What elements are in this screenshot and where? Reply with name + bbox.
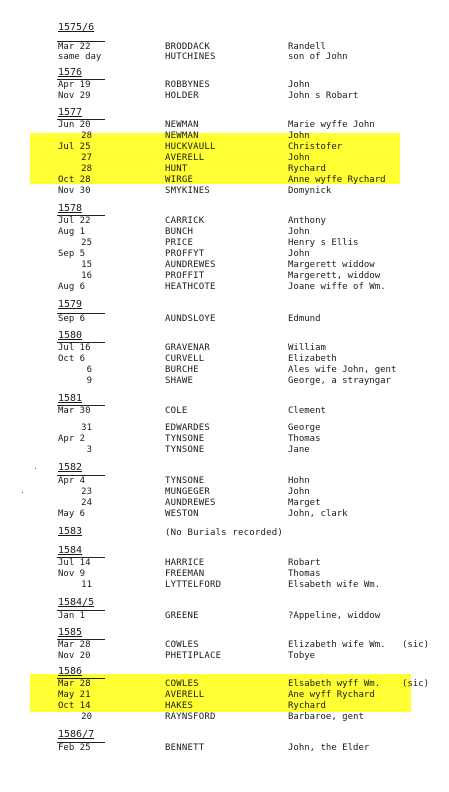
margin-mark: ·: [20, 488, 25, 497]
year-heading: 1579: [58, 299, 83, 310]
entry-surname: WESTON: [165, 509, 199, 519]
entry-date: 11: [81, 580, 92, 590]
year-heading: 1582: [58, 462, 83, 473]
entry-surname: PROFFYT: [165, 249, 205, 259]
entry-given-name: William: [288, 343, 326, 353]
entry-given-name: George: [288, 423, 321, 433]
entry-date: Mar 28: [58, 679, 91, 689]
burial-entry: [0, 406, 449, 416]
entry-given-name: Barbaroe, gent: [288, 712, 364, 722]
entry-given-name: John: [288, 131, 310, 141]
burial-entry: [0, 365, 449, 375]
entry-date: 16: [81, 271, 92, 281]
entry-surname: AVERELL: [165, 153, 205, 163]
burial-entry: [0, 498, 449, 508]
burial-entry: [0, 701, 449, 711]
entry-surname: RAYNSFORD: [165, 712, 216, 722]
entry-date: Jul 16: [58, 343, 91, 353]
year-heading: 1581: [58, 393, 83, 404]
burial-entry: [0, 260, 449, 270]
year-heading: 1583: [58, 526, 83, 537]
entry-surname: SMYKINES: [165, 186, 210, 196]
entry-surname: TYNSONE: [165, 434, 205, 444]
entry-given-name: Marie wyffe John: [288, 120, 375, 130]
year-heading: 1575/6: [58, 22, 95, 33]
entry-surname: HAKES: [165, 701, 194, 711]
entry-date: May 21: [58, 690, 91, 700]
entry-date: 9: [86, 376, 92, 386]
burial-entry: [0, 580, 449, 590]
burial-entry: [0, 569, 449, 579]
entry-given-name: Margerett widdow: [288, 260, 375, 270]
entry-given-name: John s Robart: [288, 91, 359, 101]
entry-given-name: Domynick: [288, 186, 332, 196]
entry-surname: AUNDREWES: [165, 260, 216, 270]
entry-surname: BUNCH: [165, 227, 194, 237]
burial-entry: [0, 271, 449, 281]
entry-date: 25: [81, 238, 92, 248]
entry-given-name: Margerett, widdow: [288, 271, 381, 281]
entry-date: 27: [81, 153, 92, 163]
entry-date: Oct 28: [58, 175, 91, 185]
entry-date: Mar 28: [58, 640, 91, 650]
entry-date: Apr 2: [58, 434, 86, 444]
entry-given-name: son of John: [288, 52, 348, 62]
entry-note: (sic): [402, 679, 430, 689]
entry-date: Nov 20: [58, 651, 91, 661]
entry-given-name: Christofer: [288, 142, 343, 152]
entry-surname: (No Burials recorded): [165, 528, 283, 538]
burial-entry: [0, 131, 449, 141]
burial-entry: [0, 743, 449, 753]
entry-surname: COWLES: [165, 679, 199, 689]
entry-date: Oct 6: [58, 354, 86, 364]
entry-given-name: John: [288, 80, 310, 90]
entry-date: 31: [81, 423, 92, 433]
entry-surname: MUNGEGER: [165, 487, 210, 497]
burial-entry: [0, 227, 449, 237]
entry-date: Mar 30: [58, 406, 91, 416]
entry-date: 23: [81, 487, 92, 497]
entry-surname: AVERELL: [165, 690, 205, 700]
entry-given-name: John, clark: [288, 509, 348, 519]
entry-given-name: Anthony: [288, 216, 326, 226]
burial-entry: [0, 651, 449, 661]
entry-date: Nov 29: [58, 91, 91, 101]
entry-date: Aug 1: [58, 227, 86, 237]
burial-entry: [0, 175, 449, 185]
entry-date: 24: [81, 498, 92, 508]
entry-surname: PROFFIT: [165, 271, 205, 281]
entry-surname: NEWMAN: [165, 131, 199, 141]
year-heading: 1584/5: [58, 597, 95, 608]
entry-given-name: Tobye: [288, 651, 316, 661]
entry-surname: ROBBYNES: [165, 80, 210, 90]
entry-given-name: Hohn: [288, 476, 310, 486]
entry-given-name: Anne wyffe Rychard: [288, 175, 386, 185]
entry-given-name: Rychard: [288, 164, 326, 174]
entry-given-name: Marget: [288, 498, 321, 508]
burial-entry: [0, 142, 449, 152]
entry-date: 20: [81, 712, 92, 722]
burial-entry: [0, 712, 449, 722]
entry-surname: CARRICK: [165, 216, 205, 226]
entry-surname: HUCKVAULL: [165, 142, 216, 152]
burial-entry: [0, 164, 449, 174]
burial-entry: [0, 120, 449, 130]
entry-date: Apr 4: [58, 476, 86, 486]
entry-surname: PHETIPLACE: [165, 651, 222, 661]
year-heading: 1576: [58, 67, 83, 78]
entry-given-name: John: [288, 153, 310, 163]
burial-entry: [0, 91, 449, 101]
entry-given-name: John: [288, 249, 310, 259]
entry-date: 6: [86, 365, 92, 375]
entry-date: 28: [81, 164, 92, 174]
entry-surname: BURCHE: [165, 365, 199, 375]
entry-given-name: Robart: [288, 558, 321, 568]
entry-date: Feb 25: [58, 743, 91, 753]
entry-surname: TYNSONE: [165, 445, 205, 455]
entry-date: Jan 1: [58, 611, 86, 621]
burial-entry: [0, 42, 449, 52]
entry-date: same day: [58, 52, 102, 62]
entry-given-name: Joane wiffe of Wm.: [288, 282, 386, 292]
burial-entry: [0, 282, 449, 292]
entry-surname: AUNDSLOYE: [165, 314, 216, 324]
entry-surname: AUNDREWES: [165, 498, 216, 508]
burial-entry: [0, 153, 449, 163]
year-heading: 1586/7: [58, 729, 95, 740]
entry-date: Apr 19: [58, 80, 91, 90]
entry-date: May 6: [58, 509, 86, 519]
year-heading: 1577: [58, 107, 83, 118]
entry-surname: BENNETT: [165, 743, 205, 753]
entry-given-name: John, the Elder: [288, 743, 370, 753]
entry-given-name: Ales wife John, gent: [288, 365, 397, 375]
year-heading: 1586: [58, 666, 83, 677]
entry-surname: COLE: [165, 406, 188, 416]
entry-given-name: George, a strayngar: [288, 376, 391, 386]
entry-surname: HOLDER: [165, 91, 199, 101]
entry-surname: SHAWE: [165, 376, 194, 386]
entry-surname: PRICE: [165, 238, 194, 248]
entry-surname: HUNT: [165, 164, 188, 174]
burial-entry: [0, 238, 449, 248]
entry-date: Mar 22: [58, 42, 91, 52]
burial-entry: [0, 80, 449, 90]
burial-entry: [0, 640, 449, 650]
burial-entry: [0, 52, 449, 62]
entry-surname: COWLES: [165, 640, 199, 650]
burial-entry: [0, 423, 449, 433]
entry-given-name: Randell: [288, 42, 326, 52]
entry-date: Jul 14: [58, 558, 91, 568]
entry-given-name: Elizabeth wife Wm.: [288, 640, 386, 650]
entry-given-name: Edmund: [288, 314, 321, 324]
burial-entry: [0, 476, 449, 486]
entry-surname: GREENE: [165, 611, 199, 621]
entry-given-name: Rychard: [288, 701, 326, 711]
entry-surname: WIRGE: [165, 175, 194, 185]
entry-date: Sep 5: [58, 249, 86, 259]
burial-entry: [0, 216, 449, 226]
burial-entry: [0, 509, 449, 519]
entry-surname: GRAVENAR: [165, 343, 210, 353]
entry-given-name: Jane: [288, 445, 310, 455]
burial-entry: [0, 679, 449, 689]
entry-date: Nov 30: [58, 186, 91, 196]
entry-surname: LYTTELFORD: [165, 580, 222, 590]
burial-entry: [0, 528, 449, 538]
entry-given-name: Thomas: [288, 569, 321, 579]
entry-given-name: Elizabeth: [288, 354, 337, 364]
burial-entry: [0, 690, 449, 700]
year-heading: 1580: [58, 330, 83, 341]
burial-entry: [0, 376, 449, 386]
entry-date: Jul 25: [58, 142, 91, 152]
margin-mark: ·: [33, 464, 38, 473]
burial-entry: [0, 445, 449, 455]
entry-date: Aug 6: [58, 282, 86, 292]
entry-surname: HARRICE: [165, 558, 205, 568]
burial-entry: [0, 186, 449, 196]
burial-entry: [0, 314, 449, 324]
burial-entry: [0, 354, 449, 364]
entry-date: 28: [81, 131, 92, 141]
entry-surname: BRODDACK: [165, 42, 210, 52]
entry-given-name: John: [288, 227, 310, 237]
burial-entry: [0, 434, 449, 444]
entry-surname: FREEMAN: [165, 569, 205, 579]
entry-date: 15: [81, 260, 92, 270]
entry-note: (sic): [402, 640, 430, 650]
entry-date: Sep 6: [58, 314, 86, 324]
burial-entry: [0, 343, 449, 353]
entry-given-name: ?Appeline, widdow: [288, 611, 381, 621]
year-heading: 1584: [58, 545, 83, 556]
entry-surname: TYNSONE: [165, 476, 205, 486]
entry-given-name: Henry s Ellis: [288, 238, 359, 248]
burial-entry: [0, 611, 449, 621]
entry-date: Oct 14: [58, 701, 91, 711]
year-heading: 1585: [58, 627, 83, 638]
year-heading: 1578: [58, 203, 83, 214]
burial-entry: [0, 249, 449, 259]
entry-surname: HUTCHINES: [165, 52, 216, 62]
entry-surname: EDWARDES: [165, 423, 210, 433]
entry-given-name: John: [288, 487, 310, 497]
entry-date: 3: [86, 445, 92, 455]
entry-given-name: Clement: [288, 406, 326, 416]
entry-given-name: Elsabeth wife Wm.: [288, 580, 381, 590]
entry-surname: HEATHCOTE: [165, 282, 216, 292]
entry-surname: NEWMAN: [165, 120, 199, 130]
burial-entry: [0, 558, 449, 568]
entry-given-name: Ane wyff Rychard: [288, 690, 375, 700]
entry-given-name: Elsabeth wyff Wm.: [288, 679, 381, 689]
entry-date: Nov 9: [58, 569, 86, 579]
entry-given-name: Thomas: [288, 434, 321, 444]
burial-entry: [0, 487, 449, 497]
entry-date: Jun 20: [58, 120, 91, 130]
entry-date: Jul 22: [58, 216, 91, 226]
entry-surname: CURVELL: [165, 354, 205, 364]
